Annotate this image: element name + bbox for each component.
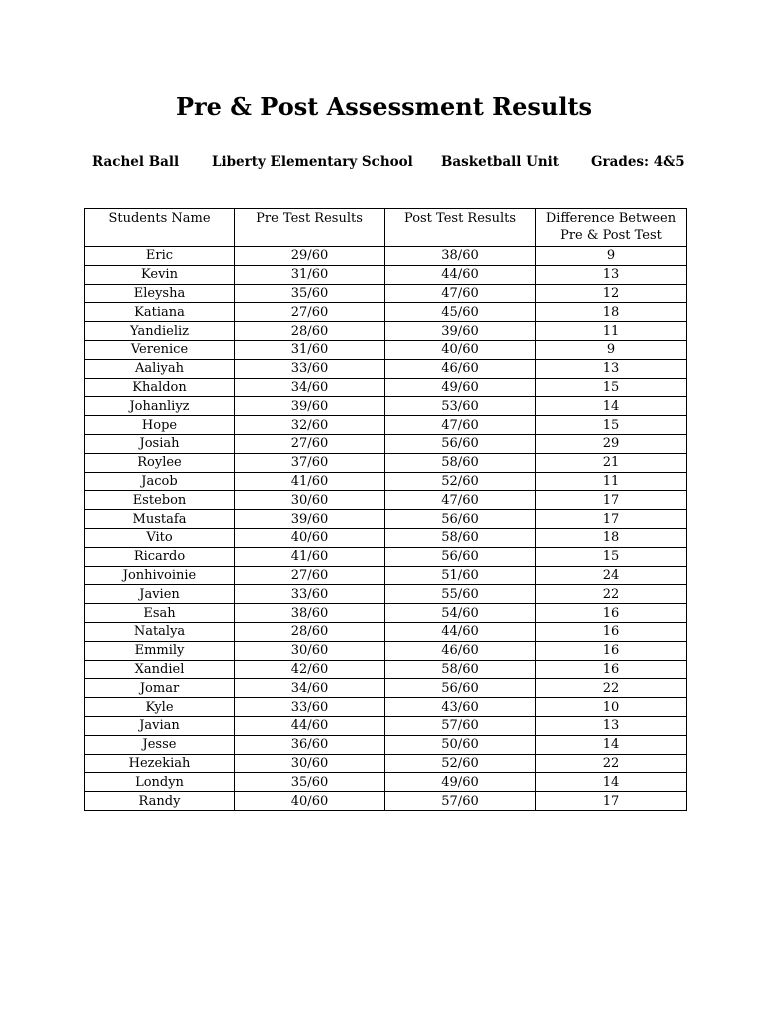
cell-post-test: 56/60 [385, 434, 536, 453]
cell-difference: 14 [536, 773, 687, 792]
cell-student-name: Yandieliz [85, 322, 235, 341]
cell-post-test: 57/60 [385, 716, 536, 735]
cell-pre-test: 27/60 [235, 566, 385, 585]
cell-pre-test: 35/60 [235, 773, 385, 792]
cell-post-test: 57/60 [385, 792, 536, 811]
cell-post-test: 50/60 [385, 735, 536, 754]
cell-difference: 9 [536, 340, 687, 359]
cell-difference: 16 [536, 641, 687, 660]
cell-difference: 15 [536, 547, 687, 566]
cell-difference: 22 [536, 585, 687, 604]
table-row [85, 566, 687, 585]
cell-post-test: 39/60 [385, 322, 536, 341]
cell-student-name: Kyle [85, 698, 235, 717]
table-header-row [85, 209, 687, 247]
cell-pre-test: 30/60 [235, 641, 385, 660]
table-row [85, 528, 687, 547]
cell-student-name: Aaliyah [85, 359, 235, 378]
table-row [85, 284, 687, 303]
cell-post-test: 40/60 [385, 340, 536, 359]
cell-difference: 16 [536, 604, 687, 623]
cell-student-name: Eleysha [85, 284, 235, 303]
cell-difference: 18 [536, 528, 687, 547]
table-row [85, 604, 687, 623]
cell-pre-test: 36/60 [235, 735, 385, 754]
cell-difference: 14 [536, 397, 687, 416]
cell-pre-test: 40/60 [235, 792, 385, 811]
cell-student-name: Vito [85, 528, 235, 547]
cell-post-test: 47/60 [385, 491, 536, 510]
cell-pre-test: 30/60 [235, 754, 385, 773]
cell-post-test: 38/60 [385, 247, 536, 266]
cell-post-test: 58/60 [385, 528, 536, 547]
cell-student-name: Jesse [85, 735, 235, 754]
cell-difference: 16 [536, 660, 687, 679]
table-row [85, 434, 687, 453]
cell-post-test: 49/60 [385, 773, 536, 792]
cell-difference: 18 [536, 303, 687, 322]
cell-difference: 16 [536, 622, 687, 641]
table-row [85, 585, 687, 604]
cell-difference: 17 [536, 510, 687, 529]
cell-pre-test: 44/60 [235, 716, 385, 735]
table-row [85, 397, 687, 416]
cell-pre-test: 38/60 [235, 604, 385, 623]
cell-difference: 13 [536, 716, 687, 735]
cell-pre-test: 31/60 [235, 340, 385, 359]
cell-pre-test: 32/60 [235, 416, 385, 435]
cell-difference: 15 [536, 378, 687, 397]
header-difference: Difference Between Pre & Post Test [536, 209, 687, 247]
cell-post-test: 47/60 [385, 416, 536, 435]
cell-pre-test: 30/60 [235, 491, 385, 510]
table-row [85, 340, 687, 359]
cell-difference: 17 [536, 792, 687, 811]
table-row [85, 716, 687, 735]
cell-student-name: Xandiel [85, 660, 235, 679]
cell-student-name: Khaldon [85, 378, 235, 397]
cell-difference: 24 [536, 566, 687, 585]
cell-pre-test: 34/60 [235, 679, 385, 698]
table-row [85, 792, 687, 811]
cell-post-test: 44/60 [385, 265, 536, 284]
grades-label: Grades: 4&5 [591, 154, 685, 170]
cell-pre-test: 31/60 [235, 265, 385, 284]
cell-student-name: Johanliyz [85, 397, 235, 416]
cell-post-test: 47/60 [385, 284, 536, 303]
cell-difference: 21 [536, 453, 687, 472]
table-row [85, 378, 687, 397]
cell-difference: 12 [536, 284, 687, 303]
cell-student-name: Javien [85, 585, 235, 604]
unit-name: Basketball Unit [441, 154, 560, 170]
cell-pre-test: 33/60 [235, 585, 385, 604]
cell-student-name: Jacob [85, 472, 235, 491]
cell-student-name: Jomar [85, 679, 235, 698]
table-row [85, 359, 687, 378]
cell-student-name: Esah [85, 604, 235, 623]
cell-difference: 29 [536, 434, 687, 453]
cell-post-test: 51/60 [385, 566, 536, 585]
cell-pre-test: 27/60 [235, 434, 385, 453]
table-row [85, 754, 687, 773]
teacher-name: Rachel Ball [92, 154, 180, 170]
cell-difference: 11 [536, 472, 687, 491]
table-row [85, 453, 687, 472]
page-title: Pre & Post Assessment Results [175, 92, 593, 121]
cell-difference: 14 [536, 735, 687, 754]
cell-post-test: 44/60 [385, 622, 536, 641]
cell-pre-test: 28/60 [235, 622, 385, 641]
cell-post-test: 56/60 [385, 510, 536, 529]
cell-post-test: 58/60 [385, 660, 536, 679]
table-row [85, 472, 687, 491]
table-row [85, 660, 687, 679]
cell-student-name: Ricardo [85, 547, 235, 566]
cell-post-test: 52/60 [385, 754, 536, 773]
cell-pre-test: 39/60 [235, 510, 385, 529]
cell-student-name: Verenice [85, 340, 235, 359]
cell-post-test: 45/60 [385, 303, 536, 322]
cell-post-test: 54/60 [385, 604, 536, 623]
cell-pre-test: 40/60 [235, 528, 385, 547]
header-pre-test: Pre Test Results [235, 209, 385, 247]
cell-post-test: 58/60 [385, 453, 536, 472]
cell-pre-test: 33/60 [235, 698, 385, 717]
table-row [85, 247, 687, 266]
cell-pre-test: 34/60 [235, 378, 385, 397]
cell-student-name: Eric [85, 247, 235, 266]
school-name: Liberty Elementary School [212, 154, 413, 170]
table-row [85, 679, 687, 698]
cell-student-name: Hope [85, 416, 235, 435]
cell-difference: 9 [536, 247, 687, 266]
cell-student-name: Josiah [85, 434, 235, 453]
cell-pre-test: 27/60 [235, 303, 385, 322]
cell-difference: 13 [536, 359, 687, 378]
cell-student-name: Roylee [85, 453, 235, 472]
cell-post-test: 55/60 [385, 585, 536, 604]
cell-pre-test: 29/60 [235, 247, 385, 266]
cell-student-name: Londyn [85, 773, 235, 792]
cell-pre-test: 41/60 [235, 547, 385, 566]
table-row [85, 510, 687, 529]
cell-student-name: Randy [85, 792, 235, 811]
cell-student-name: Estebon [85, 491, 235, 510]
cell-student-name: Hezekiah [85, 754, 235, 773]
table-row [85, 773, 687, 792]
cell-post-test: 52/60 [385, 472, 536, 491]
header-students-name: Students Name [85, 209, 235, 247]
table-row [85, 641, 687, 660]
cell-post-test: 56/60 [385, 547, 536, 566]
cell-difference: 11 [536, 322, 687, 341]
header-post-test: Post Test Results [385, 209, 536, 247]
table-row [85, 547, 687, 566]
cell-post-test: 43/60 [385, 698, 536, 717]
results-table [84, 208, 687, 811]
cell-student-name: Natalya [85, 622, 235, 641]
table-row [85, 698, 687, 717]
cell-difference: 13 [536, 265, 687, 284]
info-row [0, 154, 768, 174]
table-row [85, 735, 687, 754]
cell-pre-test: 42/60 [235, 660, 385, 679]
cell-pre-test: 41/60 [235, 472, 385, 491]
cell-student-name: Katiana [85, 303, 235, 322]
table-row [85, 322, 687, 341]
table-row [85, 416, 687, 435]
cell-pre-test: 39/60 [235, 397, 385, 416]
cell-difference: 10 [536, 698, 687, 717]
cell-pre-test: 37/60 [235, 453, 385, 472]
cell-difference: 17 [536, 491, 687, 510]
table-row [85, 491, 687, 510]
cell-difference: 15 [536, 416, 687, 435]
table-row [85, 303, 687, 322]
table-row [85, 622, 687, 641]
cell-post-test: 46/60 [385, 359, 536, 378]
cell-student-name: Kevin [85, 265, 235, 284]
results-body [85, 247, 687, 811]
cell-pre-test: 28/60 [235, 322, 385, 341]
cell-student-name: Mustafa [85, 510, 235, 529]
cell-post-test: 56/60 [385, 679, 536, 698]
cell-post-test: 53/60 [385, 397, 536, 416]
cell-student-name: Emmily [85, 641, 235, 660]
cell-difference: 22 [536, 754, 687, 773]
cell-student-name: Javian [85, 716, 235, 735]
cell-post-test: 46/60 [385, 641, 536, 660]
cell-pre-test: 33/60 [235, 359, 385, 378]
cell-student-name: Jonhivoinie [85, 566, 235, 585]
table-row [85, 265, 687, 284]
cell-pre-test: 35/60 [235, 284, 385, 303]
cell-post-test: 49/60 [385, 378, 536, 397]
cell-difference: 22 [536, 679, 687, 698]
